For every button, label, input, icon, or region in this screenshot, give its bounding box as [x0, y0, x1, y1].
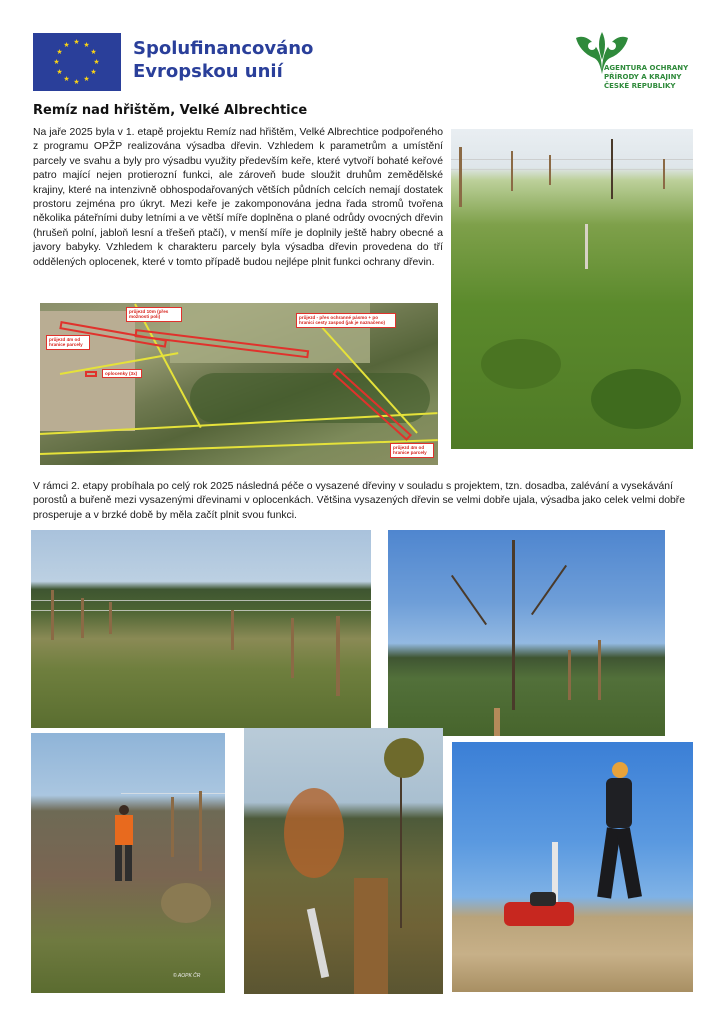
worker-mowing-photo: [452, 742, 693, 992]
fenced-plantation-photo: [451, 129, 693, 449]
fence-row-sunset-photo: [31, 530, 371, 728]
eu-text-line1: Spolufinancováno: [133, 38, 314, 59]
autumn-sapling-photo: [244, 728, 443, 994]
mowing-worker-figure: [592, 762, 652, 912]
map-label-2: průjezd 10m (přes možnosti poli): [126, 307, 182, 322]
agency-text-line3: ČESKÉ REPUBLIKY: [604, 82, 676, 90]
page-title: Remíz nad hřištěm, Velké Albrechtice: [33, 103, 308, 118]
agency-text-line2: PŘÍRODY A KRAJINY: [604, 73, 682, 81]
plantation-layout-map: [40, 303, 438, 465]
agency-text-line1: AGENTURA OCHRANY: [604, 64, 689, 72]
map-label-1: průjezd 4m od hranice parcely: [46, 335, 90, 350]
intro-paragraph: Na jaře 2025 byla v 1. etapě projektu Remíz nad hřištěm, Velké Albrechtice podpořeného z programu OPŽP realizována výsadba dřevin. Vzhledem k parametrům a umístění parcely ve svahu a byly pro výsadbu využity především keře, které vytvoří bohaté keřové patro mající nejen protierozní funkci, ale zároveň bude sloužit druhům zemědělské krajiny, které na intenzivně obhospodařovaných větších půdních celcích nemají dostatek prostoru zejména pro úkryt. Mezi keře je zakomponována jedna řada stromů tvořena několika páteřními duby letními a ve větší míře doplněna o plané odrůdy ovocných dřevin (hrušeň polní, jabloň lesní a třešeň ptačí), v menší míře je doplnily ještě habry obecné a javory babyky. Vzhledem k charakteru parcely byla výsadba dřevin provedena do tří oddělených oplocenek, které v tomto případě budou nejlépe plnit funkci ochrany dřevin.: [33, 127, 443, 268]
care-paragraph: V rámci 2. etapy probíhala po celý rok 2025 následná péče o vysazené dřeviny v souladu s projektem, tzn. dosadba, zalévání a vysekávání porostů a buřeně mezi vysazenými dřevinami v oplocenkách. Většina vysazených dřevin se velmi dobře ujala, výsadba jako celek velmi dobře prosperuje a v brzké době by měla začít plnit svou funkci.: [33, 481, 686, 521]
young-tree-photo: [388, 530, 665, 736]
agency-name: [604, 64, 688, 91]
map-label-3: průjezd - přes ochranné pásmo + po hranici cesty zaspod (jak je naznačeno): [296, 313, 396, 328]
photo-credit: © AOPK ČR: [173, 973, 201, 979]
map-label-5: průjezd 4m od hranice parcely: [390, 443, 434, 458]
worker-planting-photo: [31, 733, 225, 993]
worker-figure: [111, 805, 137, 885]
eu-text-line2: Evropskou unií: [133, 61, 283, 82]
map-label-4: oplocenky (3x): [102, 369, 142, 378]
eu-cofinanced-text: [133, 37, 313, 83]
eu-flag-icon: ★ ★ ★ ★ ★ ★ ★ ★ ★ ★ ★ ★: [33, 33, 121, 91]
